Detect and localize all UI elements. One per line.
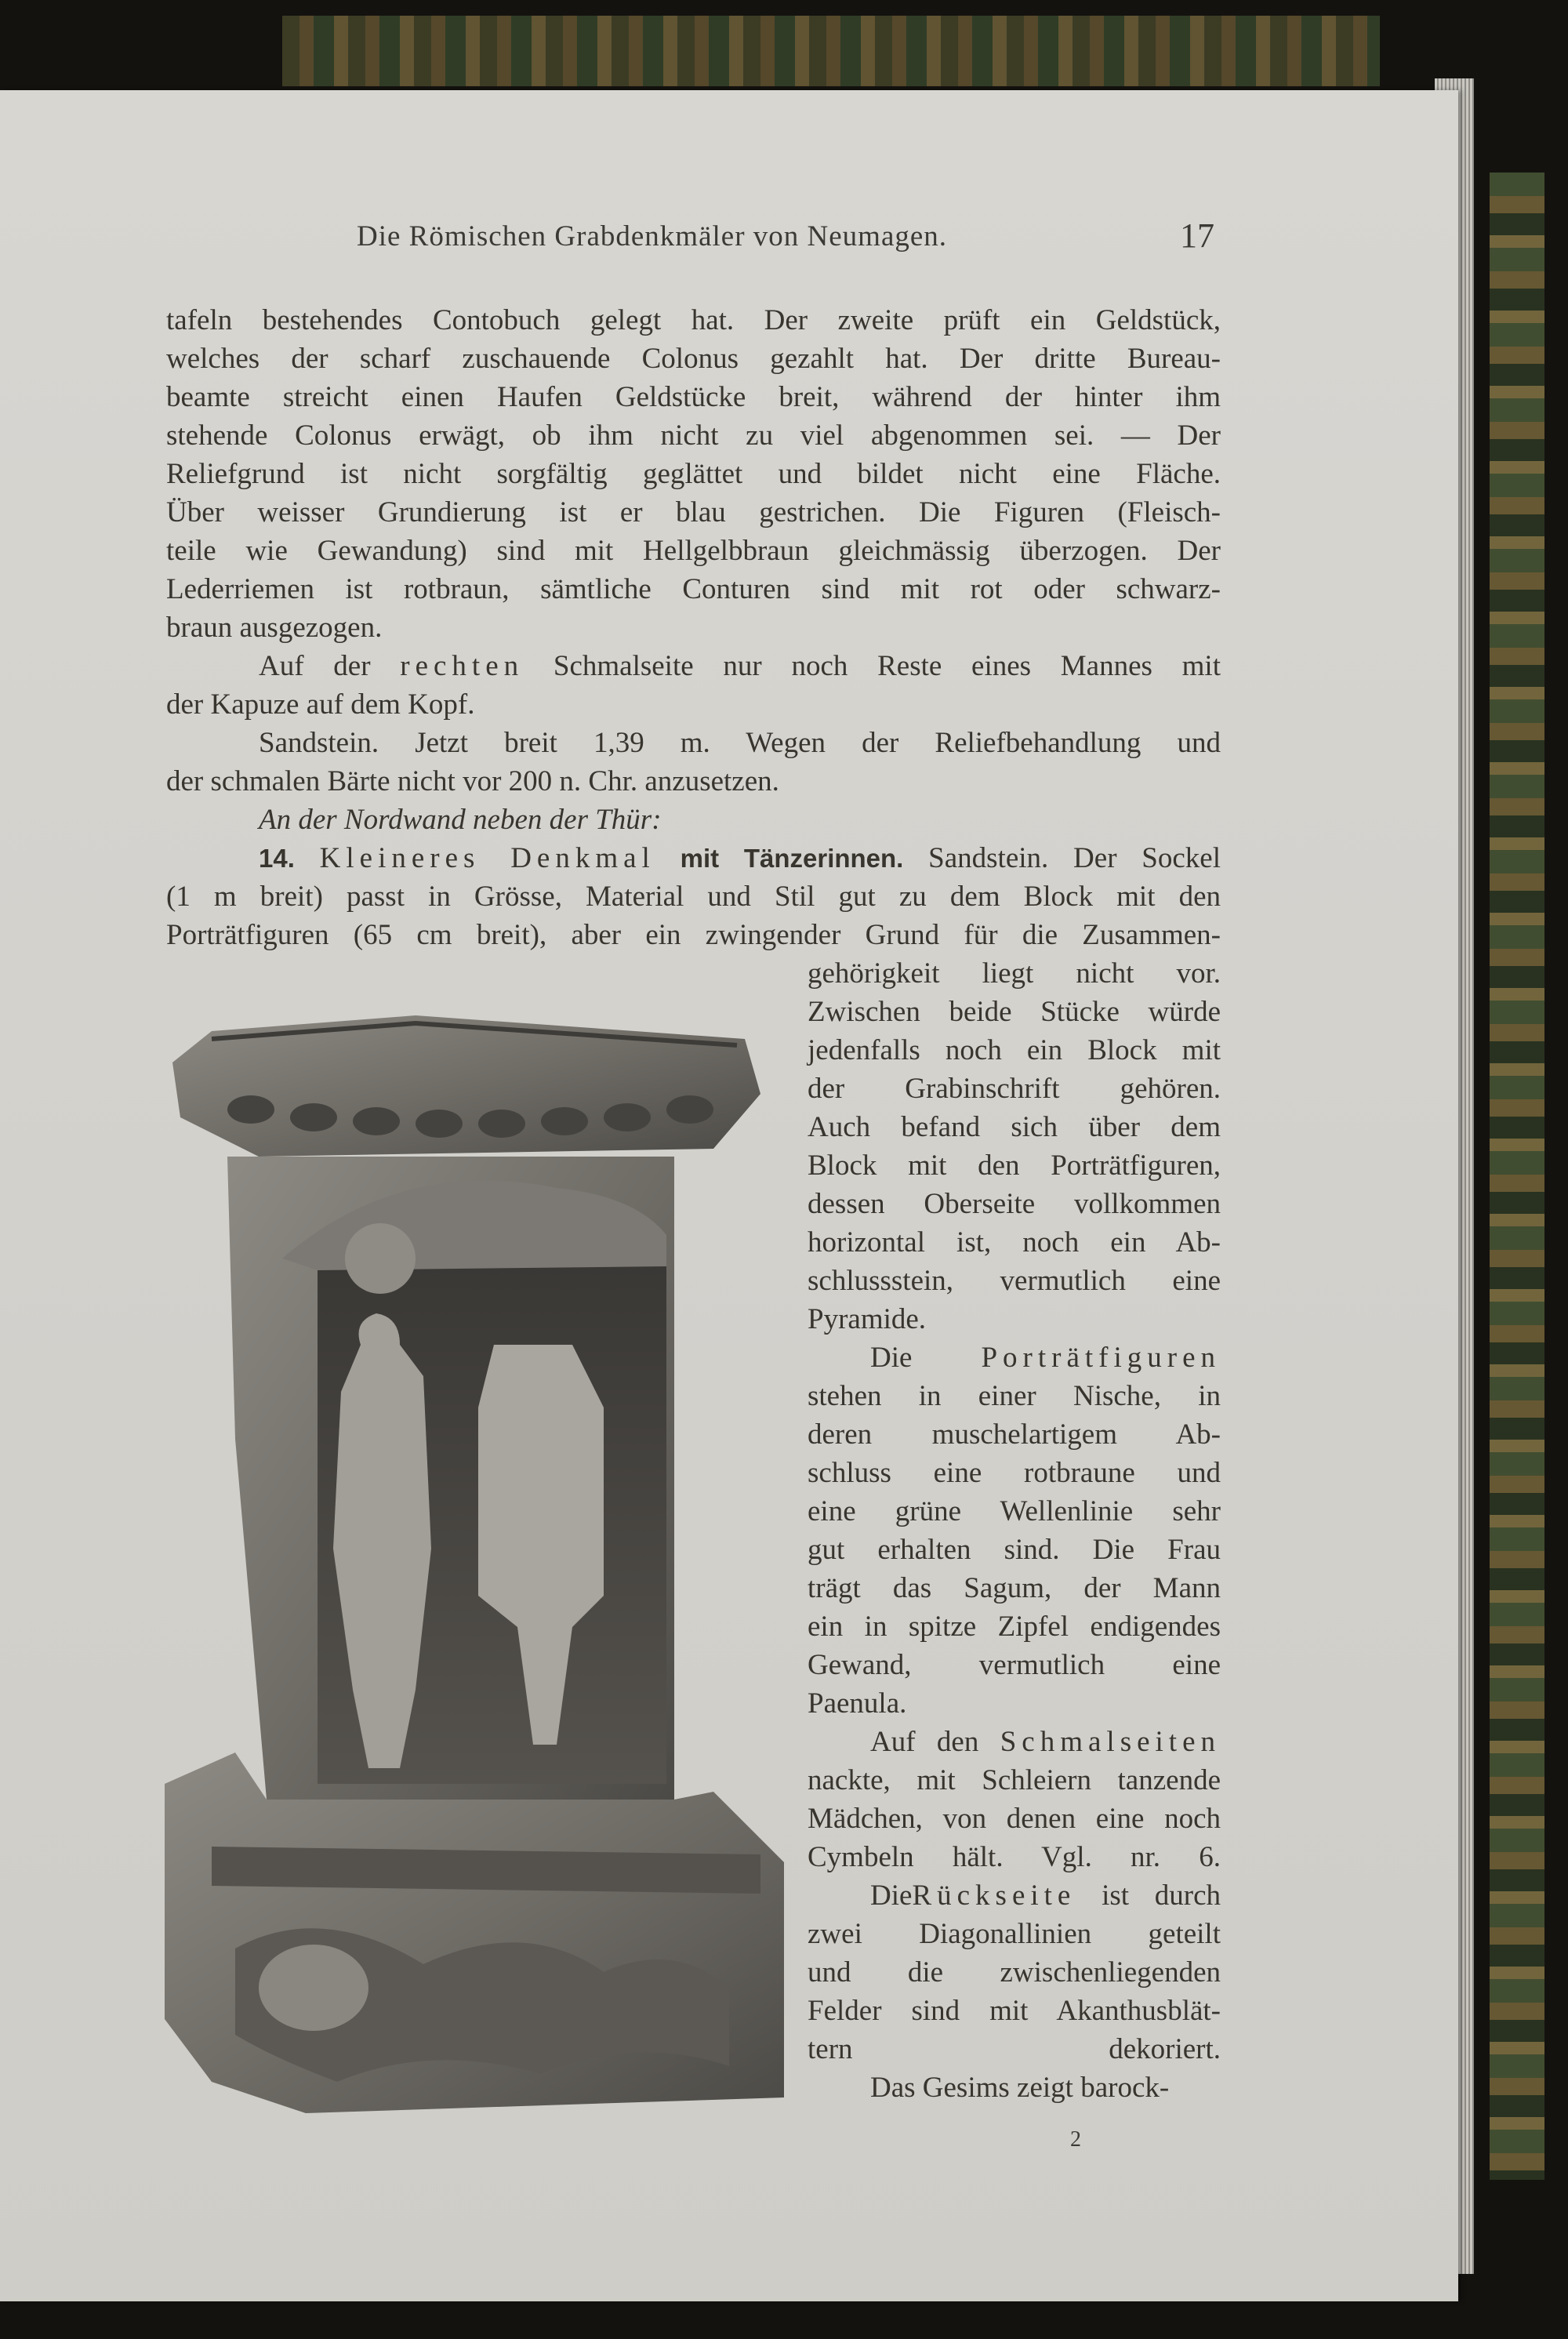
column-line: dessen Oberseite vollkommen (808, 1188, 1221, 1220)
column-line: Auch befand sich über dem (808, 1111, 1221, 1143)
text-line: Sandstein. Jetzt breit 1,39 m. Wegen der Reliefbehandlung und (259, 727, 1221, 759)
location-heading: An der Nordwand neben der Thür: (259, 804, 662, 836)
column-line: und die zwischenliegenden (808, 1956, 1221, 1989)
text-fragment: ist durch (1102, 1880, 1221, 1912)
text-line: der schmalen Bärte nicht vor 200 n. Chr. anzusetzen. (166, 765, 779, 797)
text-fragment: Die (870, 1342, 913, 1374)
spaced-word: Porträtfiguren (981, 1342, 1221, 1374)
text-fragment: Die (870, 1880, 913, 1912)
column-line: Pyramide. (808, 1303, 927, 1335)
column-line: eine grüne Wellenlinie sehr (808, 1495, 1221, 1527)
column-line (870, 1727, 1221, 1756)
column-line: deren muschelartigem Ab- (808, 1418, 1221, 1451)
column-line: Paenula. (808, 1687, 907, 1720)
text-line: Reliefgrund ist nicht sorgfältig geglättet und bildet nicht eine Fläche. (166, 458, 1221, 490)
base-molding (212, 1847, 760, 1894)
animal-head (259, 1945, 368, 2031)
column-line: horizontal ist, noch ein Ab- (808, 1226, 1221, 1258)
spaced-word: Schmalseiten (1000, 1726, 1221, 1758)
text-line: stehende Colonus erwägt, ob ihm nicht zu viel abgenommen sei. — Der (166, 419, 1221, 452)
column-line: ein in spitze Zipfel endigendes (808, 1611, 1221, 1643)
column-line: stehen in einer Nische, in (808, 1380, 1221, 1412)
text-fragment: Auf den (870, 1726, 979, 1758)
figure-head (345, 1223, 416, 1294)
column-line: der Grabinschrift gehören. (808, 1073, 1221, 1105)
column-line: nackte, mit Schleiern tanzende (808, 1764, 1221, 1796)
page-number: 17 (1180, 216, 1214, 255)
entry-number: 14. (259, 844, 295, 873)
book-cover-top (282, 16, 1380, 86)
spaced-word: Rückseite (912, 1880, 1076, 1912)
text-line: beamte streicht einen Haufen Geldstücke breit, während der hinter ihm (166, 381, 1221, 413)
text-line: welches der scharf zuschauende Colonus gezahlt hat. Der dritte Bureau- (166, 343, 1221, 375)
text-fragment: Sandstein. Der Sockel (928, 842, 1221, 874)
column-line: zwei Diagonallinien geteilt (808, 1918, 1221, 1950)
text-line (259, 652, 1221, 681)
text-line: der Kapuze auf dem Kopf. (166, 688, 475, 721)
column-line: trägt das Sagum, der Mann (808, 1572, 1221, 1604)
column-line: Das Gesims zeigt barock- (870, 2072, 1170, 2104)
signature-mark: 2 (1070, 2127, 1081, 2152)
text-line: Porträtfiguren (65 cm breit), aber ein zwingender Grund für die Zusammen- (166, 919, 1221, 951)
text-line: teile wie Gewandung) sind mit Hellgelbbraun gleichmässig überzogen. Der (166, 535, 1221, 567)
text-fragment: Schmalseite nur noch Reste eines Mannes mit (553, 650, 1221, 682)
column-line: schlussstein, vermutlich eine (808, 1265, 1221, 1297)
column-line: schluss eine rotbraune und (808, 1457, 1221, 1489)
text-fragment: Auf der (259, 650, 371, 682)
column-line (870, 1343, 1221, 1372)
text-line: (1 m breit) passt in Grösse, Material und Stil gut zu dem Block mit den (166, 881, 1221, 913)
text-line: Über weisser Grundierung ist er blau gestrichen. Die Figuren (Fleisch- (166, 496, 1221, 528)
spaced-word: rechten (400, 650, 524, 682)
column-line: tern dekoriert. (808, 2033, 1221, 2065)
column-line: Block mit den Porträtfiguren, (808, 1150, 1221, 1182)
book-cover-right (1490, 173, 1544, 2180)
column-line: gehörigkeit liegt nicht vor. (808, 957, 1221, 990)
column-line: Zwischen beide Stücke würde (808, 996, 1221, 1028)
text-line: braun ausgezogen. (166, 612, 383, 644)
relief-photograph (165, 1000, 792, 2117)
text-line: Lederriemen ist rotbraun, sämtliche Conturen sind mit rot oder schwarz- (166, 573, 1221, 605)
column-line: gut erhalten sind. Die Frau (808, 1534, 1221, 1566)
running-title: Die Römischen Grabdenkmäler von Neumagen. (357, 220, 948, 252)
column-line: Cymbeln hält. Vgl. nr. 6. (808, 1841, 1221, 1873)
column-line: jedenfalls noch ein Block mit (808, 1034, 1221, 1066)
entry-title-bold: mit Tänzerinnen. (680, 844, 904, 873)
column-line: Gewand, vermutlich eine (808, 1649, 1221, 1681)
column-line (870, 1881, 1221, 1910)
column-line: Mädchen, von denen eine noch (808, 1803, 1221, 1835)
column-line: Felder sind mit Akanthusblät- (808, 1995, 1221, 2027)
entry-heading-line (259, 844, 1221, 873)
text-line: tafeln bestehendes Contobuch gelegt hat. Der zweite prüft ein Geldstück, (166, 304, 1221, 336)
entry-title-spaced: Kleineres Denkmal (319, 842, 655, 874)
